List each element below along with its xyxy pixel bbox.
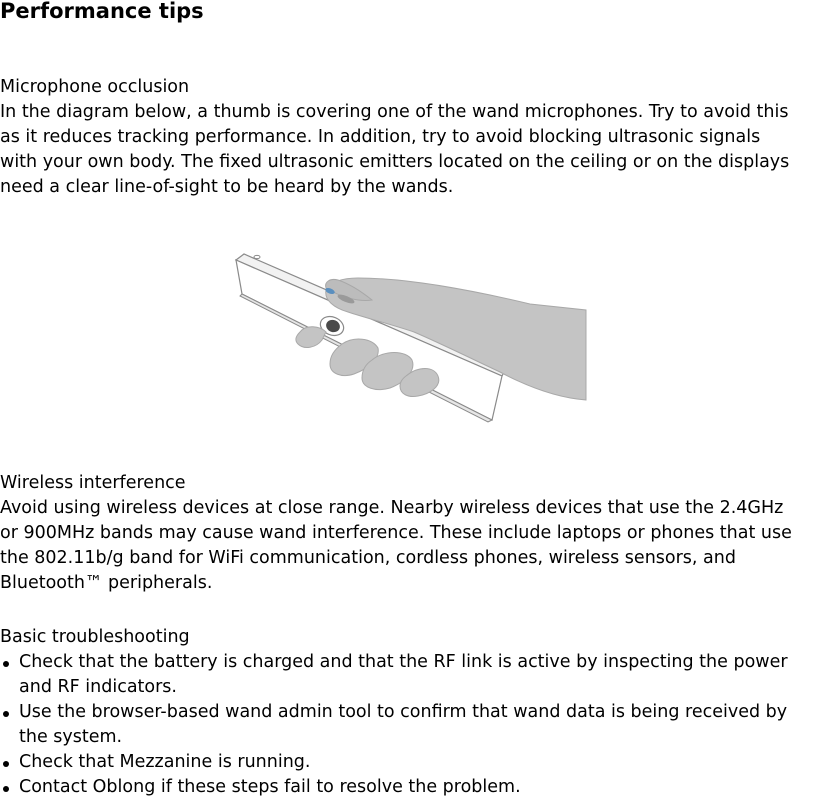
text-line: the system.: [19, 727, 123, 747]
section-heading-wireless-interference: Wireless interference: [0, 473, 186, 493]
text-line: Check that Mezzanine is running.: [19, 752, 311, 772]
section-heading-microphone-occlusion: Microphone occlusion: [0, 77, 190, 97]
text-line: Bluetooth™ peripherals.: [0, 573, 213, 593]
text-line: In the diagram below, a thumb is covering one of the wand microphones. Try to avoid this: [0, 102, 789, 122]
section-heading-basic-troubleshooting: Basic troubleshooting: [0, 627, 190, 647]
paragraph-microphone-occlusion: [0, 100, 823, 200]
text-line: Contact Oblong if these steps fail to resolve the problem.: [19, 777, 521, 797]
troubleshooting-list: [0, 650, 823, 800]
list-item: [0, 700, 823, 750]
text-line: need a clear line-of-sight to be heard by the wands.: [0, 177, 454, 197]
text-line: Check that the battery is charged and that the RF link is active by inspecting the power: [19, 652, 788, 672]
bullet-icon: [3, 786, 9, 792]
text-line: with your own body. The fixed ultrasonic emitters located on the ceiling or on the displays: [0, 152, 790, 172]
hand-holding-wand-illustration: [230, 248, 590, 428]
paragraph-wireless-interference: [0, 496, 823, 596]
bullet-icon: [3, 711, 9, 717]
list-item: [0, 650, 823, 700]
text-line: the 802.11b/g band for WiFi communication, cordless phones, wireless sensors, and: [0, 548, 736, 568]
text-line: or 900MHz bands may cause wand interference. These include laptops or phones that use: [0, 523, 792, 543]
page-title: Performance tips: [0, 0, 204, 23]
bullet-icon: [3, 661, 9, 667]
list-item: [0, 750, 823, 775]
text-line: Use the browser-based wand admin tool to confirm that wand data is being received by: [19, 702, 788, 722]
list-item: [0, 775, 823, 800]
text-line: as it reduces tracking performance. In addition, try to avoid blocking ultrasonic signals: [0, 127, 761, 147]
text-line: and RF indicators.: [19, 677, 177, 697]
text-line: Avoid using wireless devices at close range. Nearby wireless devices that use the 2.4GHz: [0, 498, 784, 518]
bullet-icon: [3, 761, 9, 767]
